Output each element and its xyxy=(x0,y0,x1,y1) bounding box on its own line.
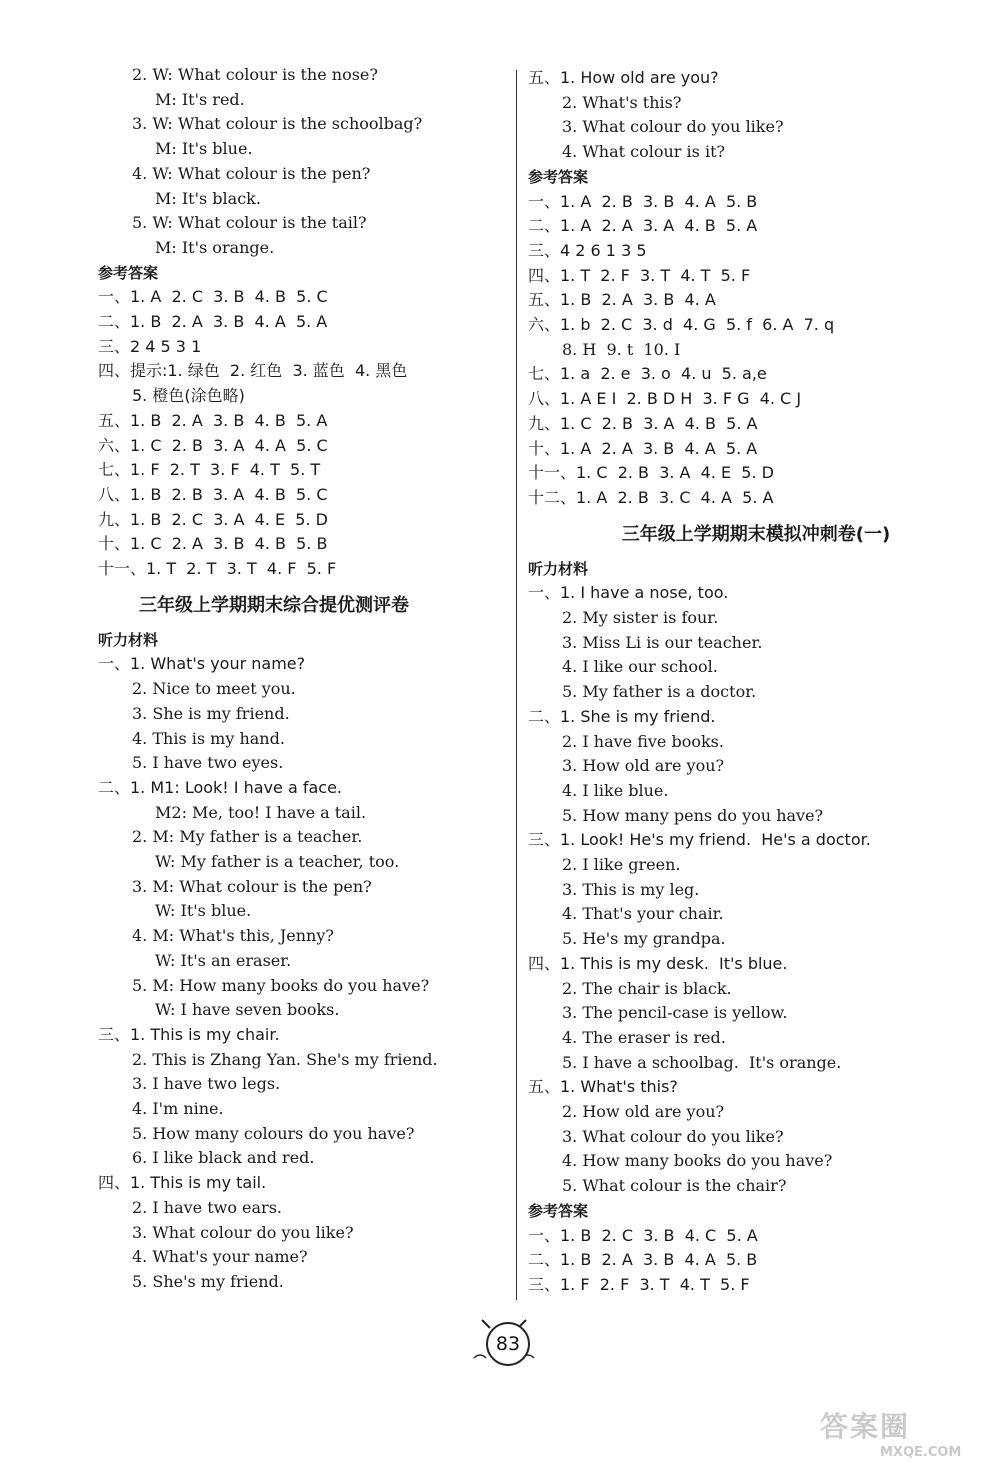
content-line: 5. M: How many books do you have? xyxy=(132,975,430,995)
content-line: 5. W: What colour is the tail? xyxy=(132,213,367,233)
content-line: 一、1. A 2. B 3. B 4. A 5. B xyxy=(528,191,758,211)
content-line: 4. I like our school. xyxy=(562,657,718,677)
content-line: 4. What's your name? xyxy=(132,1247,308,1267)
subsection-heading: 听力材料 xyxy=(98,630,159,649)
content-line: 3. How old are you? xyxy=(562,756,725,776)
content-line: 2. M: My father is a teacher. xyxy=(132,827,363,847)
content-line: 十一、1. C 2. B 3. A 4. E 5. D xyxy=(528,463,774,483)
content-line: 四、提示:1. 绿色 2. 红色 3. 蓝色 4. 黑色 xyxy=(98,361,408,381)
content-line: 5. I have two eyes. xyxy=(132,753,284,773)
content-line: 四、1. This is my tail. xyxy=(98,1173,267,1193)
content-line: 一、1. What's your name? xyxy=(98,654,306,674)
content-line: 8. H 9. t 10. I xyxy=(562,339,681,359)
content-line: W: It's blue. xyxy=(155,901,252,921)
content-line: 5. How many pens do you have? xyxy=(562,805,824,825)
content-line: 2. I have two ears. xyxy=(132,1197,282,1217)
content-line: 3. M: What colour is the pen? xyxy=(132,876,372,896)
content-line: 4. W: What colour is the pen? xyxy=(132,163,371,183)
page-number-circle xyxy=(486,1322,530,1366)
content-line: M: It's orange. xyxy=(155,237,275,257)
content-line: 四、1. This is my desk. It's blue. xyxy=(528,953,788,973)
content-line: 6. I like black and red. xyxy=(132,1148,315,1168)
content-line: 三、1. This is my chair. xyxy=(98,1024,280,1044)
content-line: 5. What colour is the chair? xyxy=(562,1176,787,1196)
content-line: 二、1. M1: Look! I have a face. xyxy=(98,777,342,797)
content-line: 八、1. A E I 2. B D H 3. F G 4. C J xyxy=(528,389,802,409)
content-line: 十、1. A 2. A 3. B 4. A 5. A xyxy=(528,438,758,458)
content-line: 2. This is Zhang Yan. She's my friend. xyxy=(132,1049,438,1069)
content-line: 四、1. T 2. F 3. T 4. T 5. F xyxy=(528,265,751,285)
content-line: 2. What's this? xyxy=(562,92,682,112)
subsection-heading: 参考答案 xyxy=(528,1201,589,1220)
content-line: 三、1. F 2. F 3. T 4. T 5. F xyxy=(528,1274,750,1294)
content-line: 二、1. B 2. A 3. B 4. A 5. A xyxy=(98,312,328,331)
subsection-heading: 参考答案 xyxy=(528,167,589,186)
content-line: M: It's black. xyxy=(155,188,261,208)
page-number-badge xyxy=(472,1318,536,1366)
content-line: 5. I have a schoolbag. It's orange. xyxy=(562,1052,842,1072)
section-title: 三年级上学期期末模拟冲刺卷(一) xyxy=(621,523,891,545)
content-line: 5. She's my friend. xyxy=(132,1271,284,1291)
content-line: 3. This is my leg. xyxy=(562,879,700,899)
content-line: 4. The eraser is red. xyxy=(562,1027,726,1047)
subsection-heading: 听力材料 xyxy=(528,559,589,578)
content-line: 5. He's my grandpa. xyxy=(562,929,726,949)
content-line: M: It's red. xyxy=(155,89,245,109)
content-line: 五、1. B 2. A 3. B 4. B 5. A xyxy=(98,410,328,430)
content-line: 3. The pencil-case is yellow. xyxy=(562,1003,788,1023)
content-line: M2: Me, too! I have a tail. xyxy=(155,802,367,822)
section-title: 三年级上学期期末综合提优测评卷 xyxy=(139,594,409,616)
content-line: 五、1. B 2. A 3. B 4. A xyxy=(528,290,716,310)
content-line: 六、1. C 2. B 3. A 4. A 5. C xyxy=(98,435,328,455)
content-line: 5. My father is a doctor. xyxy=(562,682,757,702)
content-line: 3. Miss Li is our teacher. xyxy=(562,632,763,652)
content-line: 2. W: What colour is the nose? xyxy=(132,65,378,84)
content-line: 二、1. A 2. A 3. A 4. B 5. A xyxy=(528,216,758,236)
content-line: 二、1. B 2. A 3. B 4. A 5. B xyxy=(528,1250,758,1270)
subsection-heading: 参考答案 xyxy=(98,263,159,282)
content-line: W: My father is a teacher, too. xyxy=(155,852,400,871)
content-line: 4. I like blue. xyxy=(562,780,669,800)
content-line: 4. How many books do you have? xyxy=(562,1151,833,1171)
content-line: 2. The chair is black. xyxy=(562,978,732,998)
content-line: 九、1. B 2. C 3. A 4. E 5. D xyxy=(98,509,328,529)
content-line: 2. How old are you? xyxy=(562,1102,725,1121)
content-line: 4. This is my hand. xyxy=(132,728,285,748)
content-line: 三、4 2 6 1 3 5 xyxy=(528,240,647,260)
content-line: 十二、1. A 2. B 3. C 4. A 5. A xyxy=(528,487,774,507)
content-line: 一、1. A 2. C 3. B 4. B 5. C xyxy=(98,287,328,307)
content-line: M: It's blue. xyxy=(155,139,253,159)
content-line: 十、1. C 2. A 3. B 4. B 5. B xyxy=(98,534,328,554)
content-line: 5. How many colours do you have? xyxy=(132,1123,415,1143)
content-line: 八、1. B 2. B 3. A 4. B 5. C xyxy=(98,484,328,504)
content-line: 一、1. B 2. C 3. B 4. C 5. A xyxy=(528,1225,758,1245)
content-line: 3. What colour do you like? xyxy=(132,1222,354,1242)
content-line: 3. She is my friend. xyxy=(132,703,290,723)
content-line: 五、1. How old are you? xyxy=(528,68,719,87)
content-line: 九、1. C 2. B 3. A 4. B 5. A xyxy=(528,413,758,433)
watermark-url: MXQE.COM xyxy=(880,1445,962,1460)
content-line: 七、1. F 2. T 3. F 4. T 5. T xyxy=(98,460,321,480)
content-line: 二、1. She is my friend. xyxy=(528,706,716,726)
content-line: 3. What colour do you like? xyxy=(562,117,784,137)
content-line: 十一、1. T 2. T 3. T 4. F 5. F xyxy=(98,559,337,578)
content-line: 2. My sister is four. xyxy=(562,608,719,627)
column-divider xyxy=(516,70,517,1300)
content-line: 4. What colour is it? xyxy=(562,142,726,162)
content-line: W: I have seven books. xyxy=(155,1000,340,1020)
content-line: 3. What colour do you like? xyxy=(562,1126,784,1146)
content-line: 4. That's your chair. xyxy=(562,904,724,924)
watermark-main: 答案圈 xyxy=(820,1410,911,1443)
content-line: 2. Nice to meet you. xyxy=(132,679,296,699)
content-line: 七、1. a 2. e 3. o 4. u 5. a,e xyxy=(528,364,767,384)
content-line: W: It's an eraser. xyxy=(155,950,292,970)
watermark xyxy=(820,1405,980,1460)
content-line: 三、1. Look! He's my friend. He's a doctor. xyxy=(528,830,871,850)
content-line: 2. I have five books. xyxy=(562,731,724,751)
content-line: 4. I'm nine. xyxy=(132,1099,224,1118)
content-line: 5. 橙色(涂色略) xyxy=(132,386,245,406)
content-line: 六、1. b 2. C 3. d 4. G 5. f 6. A 7. q xyxy=(528,315,835,334)
page-number: 83 xyxy=(495,1333,521,1355)
content-line: 3. I have two legs. xyxy=(132,1074,281,1094)
content-line: 4. M: What's this, Jenny? xyxy=(132,926,334,946)
content-line: 一、1. I have a nose, too. xyxy=(528,583,729,603)
content-line: 五、1. What's this? xyxy=(528,1077,678,1097)
content-line: 三、2 4 5 3 1 xyxy=(98,336,202,356)
content-line: 2. I like green. xyxy=(562,855,681,874)
content-line: 3. W: What colour is the schoolbag? xyxy=(132,114,423,134)
